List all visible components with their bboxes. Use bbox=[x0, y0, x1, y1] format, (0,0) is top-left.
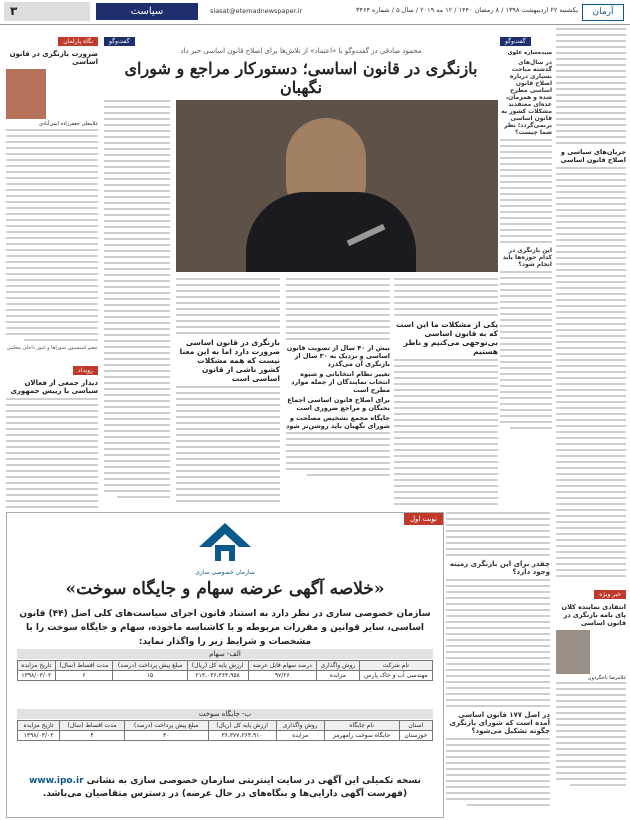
table-header-row bbox=[18, 721, 433, 731]
table-header: روش واگذاری bbox=[317, 661, 360, 671]
author-photo bbox=[6, 69, 46, 119]
table-cell: ۲۱۳،۰۳۶،۳۶۳،۹۵۸ bbox=[187, 671, 248, 681]
ad-footer bbox=[19, 775, 431, 801]
table-cell: ۹۷/۲۶ bbox=[248, 671, 317, 681]
opinion-title: ضرورت بازنگری در قانون اساسی bbox=[9, 50, 98, 66]
privatization-ad bbox=[6, 512, 444, 818]
event-tag: رویداد bbox=[73, 366, 98, 375]
far-right-column bbox=[556, 28, 626, 816]
right-subhead: جریان‌های سیاسی و اصلاح قانون اساسی bbox=[560, 148, 626, 164]
bullet-1: بیش از ۴۰ سال از تصویب قانون اساسی و نزدیک به ۳۰ سال از بازنگری آن می‌گذرد bbox=[286, 344, 390, 368]
ad-org-name: سازمان خصوصی سازی bbox=[195, 569, 255, 576]
shares-table bbox=[17, 660, 433, 681]
privatization-org-logo-icon bbox=[185, 521, 265, 567]
bullet-2: تغییر نظام انتخاباتی و شیوه انتخاب نمایندگان از جمله موارد مطرح است bbox=[291, 370, 390, 394]
author-box bbox=[6, 69, 98, 129]
article-mid-center bbox=[286, 278, 390, 506]
table-header: روش واگذاری bbox=[276, 721, 324, 731]
article-kicker: محمود صادقی در گفت‌وگو با «اعتماد» از تلاش‌ها برای اصلاح قانون اساسی خبر داد bbox=[180, 47, 422, 55]
table-cell: ۱۳۹۸/۰۳/۰۲ bbox=[18, 731, 60, 741]
article-col-left bbox=[104, 100, 170, 505]
ad-section-a: الف- سهام bbox=[17, 649, 433, 659]
main-photo bbox=[176, 100, 498, 272]
fuel-station-table bbox=[17, 720, 433, 741]
event-body bbox=[6, 398, 98, 508]
table-header: مبلغ پیش پرداخت (درصد) bbox=[113, 661, 187, 671]
interview-questions bbox=[446, 512, 550, 816]
ad-round-badge: نوبت اول bbox=[404, 513, 443, 525]
opinion-byline: عضو کمیسیون شوراها و امور داخلی مجلس bbox=[6, 345, 98, 351]
interview-tag-2: گفت‌وگو bbox=[500, 37, 531, 46]
table-cell: مهندسی آب و خاک پارس bbox=[359, 671, 432, 681]
table-cell: مزایده bbox=[276, 731, 324, 741]
section-email[interactable]: siasat@etemadnewspaper.ir bbox=[210, 7, 303, 15]
bullet-3: برای اصلاح قانون اساسی اجماع نخبگان و مراجع ضروری است bbox=[287, 396, 390, 412]
opinion-tag: نگاه پارلمان bbox=[58, 37, 98, 46]
interview-tag: گفت‌وگو bbox=[104, 37, 135, 46]
ad-footer-text: نسخه تکمیلی این آگهی در سایت اینترنتی سازمان خصوصی سازی به نشانی bbox=[86, 776, 421, 786]
page-header bbox=[0, 0, 630, 25]
table-header: مدت اقساط (سال) bbox=[60, 721, 125, 731]
question-4: در اصل ۱۷۷ قانون اساسی آمده است که شورای بازنگری چگونه تشکیل می‌شود؟ bbox=[449, 711, 550, 735]
special-news-photo-box bbox=[556, 630, 626, 682]
opinion-body bbox=[6, 129, 98, 341]
page-number: ۳ bbox=[4, 2, 90, 21]
article-mid-left bbox=[176, 278, 280, 506]
author-name: غلامعلی جعفرزاده ایمن‌آبادی bbox=[38, 121, 98, 127]
ad-section-b: ب- جایگاه سوخت bbox=[17, 709, 433, 719]
special-news-tag: خبر ویژه bbox=[594, 590, 626, 599]
question-2: این بازنگری در کدام حوزه‌ها باید انجام شود؟ bbox=[502, 247, 552, 268]
pull-quote-2: یکی از مشکلات ما این است که به قانون اساسی بی‌توجهی می‌کنیم و ناظر هستیم bbox=[395, 320, 498, 356]
section-title: سیاست bbox=[96, 3, 198, 20]
table-header: استان bbox=[399, 721, 432, 731]
left-column bbox=[6, 28, 98, 508]
newspaper-logo: آرمان bbox=[582, 4, 624, 21]
special-news-photo bbox=[556, 630, 590, 674]
article-headline: بازنگری در قانون اساسی؛ دستورکار مراجع و شورای نگهبان bbox=[124, 59, 478, 97]
table-header: نام شرکت bbox=[359, 661, 432, 671]
table-cell: مزایده bbox=[317, 671, 360, 681]
ad-url-link[interactable]: www.ipo.ir bbox=[29, 776, 84, 786]
table-cell: خوزستان bbox=[399, 731, 432, 741]
pull-quote-1: بازنگری در قانون اساسی ضرورت دارد اما به این معنا نیست که همه مشکلات کشور ناشی از قانون اساسی است bbox=[179, 338, 280, 383]
table-header: تاریخ مزایده bbox=[18, 721, 60, 731]
ad-title: «خلاصه آگهی عرضه سهام و جایگاه سوخت» bbox=[65, 579, 385, 599]
table-header-row bbox=[18, 661, 433, 671]
table-row bbox=[18, 671, 433, 681]
table-cell: جایگاه سوخت رامهرمز bbox=[324, 731, 399, 741]
question-3: چقدر برای این بازنگری زمینه وجود دارد؟ bbox=[449, 560, 550, 576]
table-header: ارزش پایه کل (ریال) bbox=[208, 721, 276, 731]
article-mid-right bbox=[394, 278, 498, 506]
table-cell: ۴ bbox=[60, 731, 125, 741]
issue-info: یکشنبه ۲۲ اردیبهشت ۱۳۹۸ / ۸ رمضان ۱۴۴۰ / ۱۲ مه ۲۰۱۹ / سال ۵ / شماره ۳۴۶۴ bbox=[355, 6, 578, 14]
question-1: در سال‌های گذشته مباحث بسیاری درباره اصلاح قانون اساسی مطرح شده و همزمان، عده‌ای معتقدند مشکلات کشور به قانون اساسی برنمی‌گردد؛ نظر شما چیست؟ bbox=[501, 59, 552, 136]
table-row bbox=[18, 731, 433, 741]
table-cell: ۳۶،۳۷۷،۲۶۴،۹۱۰ bbox=[208, 731, 276, 741]
table-header: مدت اقساط (سال) bbox=[55, 661, 113, 671]
event-title: دیدار جمعی از فعالان سیاسی با رییس جمهوری bbox=[10, 379, 98, 395]
special-news-title: انتقادی نماینده کلان پای نامه بازنگری در قانون اساسی bbox=[561, 603, 626, 627]
table-header: مبلغ پیش پرداخت (درصد) bbox=[125, 721, 209, 731]
special-news-caption: غلامرضا تاجگردون bbox=[587, 675, 626, 681]
table-header: ارزش پایه کل (ریال) bbox=[187, 661, 248, 671]
table-cell: ۳۰ bbox=[125, 731, 209, 741]
reporter-name: سیده‌ساره علوی bbox=[507, 50, 552, 56]
qa-column bbox=[500, 28, 552, 508]
bullet-4: جایگاه مجمع تشخیص مصلحت و شورای نگهبان باید روشن‌تر شود bbox=[286, 414, 390, 430]
main-article-header bbox=[104, 28, 498, 100]
table-header: تاریخ مزایده bbox=[18, 661, 56, 671]
ad-description: سازمان خصوصی سازی در نظر دارد به استناد قانون اجرای سیاست‌های کلی اصل (۴۴) قانون اساسی، سایر قوانین و مقررات مربوطه و با کاشناسه ماخوذه، سهام و جایگاه سوخت را با مشخصات و شرایط زیر را واگذار نماید: bbox=[19, 609, 431, 647]
table-header: درصد سهام قابل عرضه bbox=[248, 661, 317, 671]
table-cell: ۱۵ bbox=[113, 671, 187, 681]
table-cell: ۱۳۹۸/۰۳/۰۲ bbox=[18, 671, 56, 681]
table-cell: ۶ bbox=[55, 671, 113, 681]
table-header: نام جایگاه bbox=[324, 721, 399, 731]
ad-footer-text-2: (فهرست آگهی دارایی‌ها و بنگاه‌های در حال عرضه) در دسترس متقاضیان می‌باشد. bbox=[42, 789, 408, 799]
